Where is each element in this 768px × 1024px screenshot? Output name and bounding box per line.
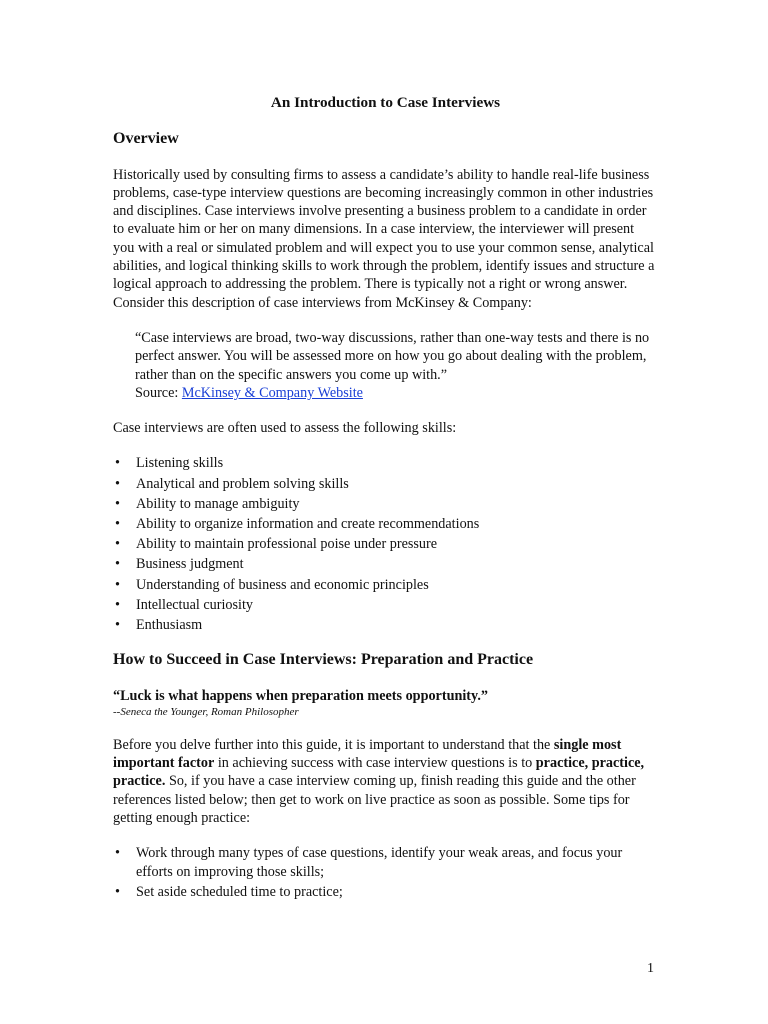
list-item	[113, 596, 658, 614]
practice-text: in achieving success with case interview questions is to	[214, 755, 536, 772]
bullet-icon: •	[115, 495, 120, 512]
skills-intro: Case interviews are often used to assess the following skills:	[113, 420, 457, 437]
bullet-icon: •	[115, 536, 120, 553]
source-label: Source:	[135, 384, 182, 401]
page-content	[113, 94, 658, 918]
list-item	[113, 454, 658, 472]
bullet-icon: •	[115, 845, 120, 862]
practice-paragraph	[113, 736, 658, 827]
skill-text: Listening skills	[136, 455, 224, 472]
tip-text: Set aside scheduled time to practice;	[136, 883, 343, 900]
list-item	[113, 844, 658, 881]
skill-text: Business judgment	[136, 556, 244, 573]
list-item	[113, 475, 658, 493]
succeed-heading: How to Succeed in Case Interviews: Preparation and Practice	[113, 651, 534, 669]
skill-text: Ability to manage ambiguity	[136, 495, 300, 512]
epigraph-quote: “Luck is what happens when preparation meets opportunity.”	[113, 687, 488, 704]
practice-emphasis: practice, practice, practice.	[113, 755, 645, 790]
page-number: 1	[647, 961, 654, 976]
document-title: An Introduction to Case Interviews	[270, 94, 501, 111]
epigraph-attribution: --Seneca the Younger, Roman Philosopher	[113, 705, 299, 718]
list-item	[113, 555, 658, 573]
skill-text: Enthusiasm	[136, 616, 203, 633]
skills-list	[113, 454, 658, 634]
list-item	[113, 515, 658, 533]
overview-paragraph: Historically used by consulting firms to assess a candidate’s ability to handle real-life business problems, case-type interview questions are becoming increasingly common in other industries and disciplines. Case interviews involve presenting a business problem to a candidate in order to evaluate him or her on many dimensions. In a case interview, the interviewer will present you with a real or simulated problem and will expect you to use your common sense, analytical abilities, and logical thinking skills to work through the problem, identify issues and structure a logical approach to addressing the problem. There is typically not a right or wrong answer. Consider this description of case interviews from McKinsey & Company:	[113, 166, 655, 311]
bullet-icon: •	[115, 516, 120, 533]
mckinsey-quote-block	[135, 329, 658, 402]
list-item	[113, 883, 658, 901]
bullet-icon: •	[115, 616, 120, 633]
skill-text: Ability to organize information and create recommendations	[136, 516, 480, 533]
mckinsey-website-link[interactable]: McKinsey & Company Website	[181, 384, 363, 401]
bullet-icon: •	[115, 475, 120, 492]
list-item	[113, 616, 658, 634]
practice-emphasis: single most important factor	[113, 736, 622, 772]
list-item	[113, 576, 658, 594]
practice-text: So, if you have a case interview coming up, finish reading this guide and the other references listed below; then get to work on live practice as soon as possible. Some tips for getting enough practice:	[113, 773, 636, 827]
list-item	[113, 495, 658, 513]
mckinsey-quote: “Case interviews are broad, two-way discussions, rather than one-way tests and there is no perfect answer. You will be assessed more on how you go about dealing with the problem, rather than on the specific answers you come up with.”	[135, 329, 650, 383]
skill-text: Ability to maintain professional poise under pressure	[136, 536, 438, 553]
overview-heading: Overview	[113, 130, 179, 148]
bullet-icon: •	[115, 596, 120, 613]
bullet-icon: •	[115, 556, 120, 573]
skill-text: Analytical and problem solving skills	[136, 475, 349, 492]
tips-list	[113, 844, 658, 901]
list-item	[113, 535, 658, 553]
bullet-icon: •	[115, 576, 120, 593]
tip-text: Work through many types of case questions, identify your weak areas, and focus your efforts on improving those skills;	[136, 845, 623, 880]
skill-text: Intellectual curiosity	[136, 596, 254, 613]
bullet-icon: •	[115, 883, 120, 900]
practice-text: Before you delve further into this guide, it is important to understand that the	[113, 736, 554, 753]
skill-text: Understanding of business and economic principles	[136, 576, 429, 593]
bullet-icon: •	[115, 455, 120, 472]
